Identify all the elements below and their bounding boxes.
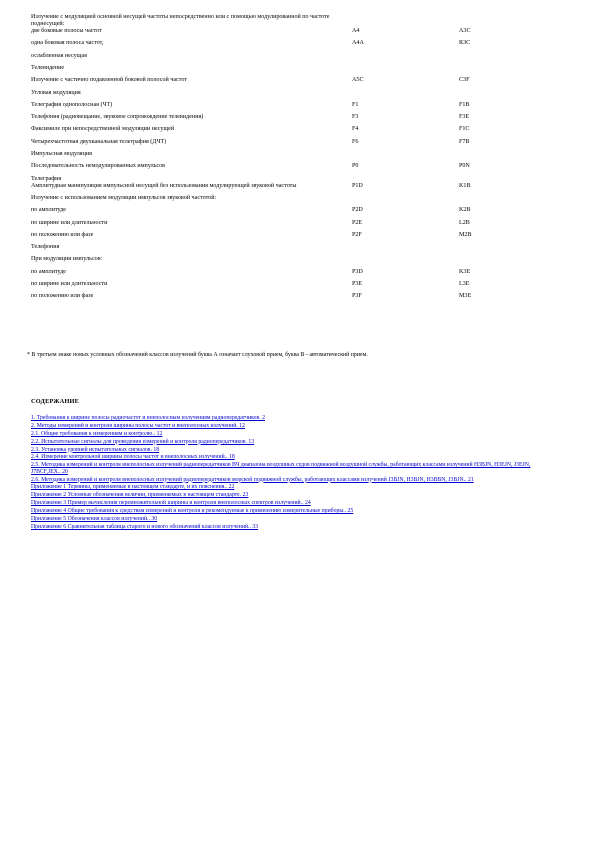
- row-description: ослабленная несущая: [31, 52, 87, 59]
- new-class-code: K3E: [459, 268, 471, 275]
- new-class-code: K2B: [459, 207, 471, 214]
- new-class-code: M2B: [459, 231, 472, 238]
- table-row: [31, 227, 551, 239]
- row-description: Факсимиле при непосредственной модуляции несущей: [31, 126, 175, 133]
- row-description: по амплитуде: [31, 207, 67, 214]
- old-class-code: [352, 190, 459, 202]
- table-row: [31, 134, 551, 146]
- table-row: [31, 190, 551, 202]
- row-description: Телефония: [31, 244, 60, 251]
- toc-link[interactable]: 2.3. Установка уровней испытательных сигналов. 18: [31, 446, 160, 453]
- table-row: [31, 109, 551, 121]
- old-class-code: F6: [352, 138, 359, 145]
- table-row: [31, 263, 551, 275]
- new-class-code: [459, 60, 551, 72]
- table-row: [31, 48, 551, 60]
- toc-link[interactable]: 2. Методы измерений и контроля ширины полосы частот и внеполосных излучений. 12: [31, 422, 245, 429]
- toc-link[interactable]: 2.5. Методика измерений и контроля внеполосных излучений радиопередатчиков ВЧ диапазона воздушных судов подвижной воздушной службы, работающих классами излучений H3BJN, H3EJN, J3EJN, J7BCF,JEX.. 20: [31, 462, 531, 475]
- row-description: по ширине или длительности: [31, 219, 108, 226]
- table-row: [31, 251, 551, 263]
- toc-link[interactable]: Приложение 3 Пример вычисления перемножительной ширины и контроля внеполосных спектров излучений.. 24: [31, 500, 311, 507]
- row-description: Излучение с использованием модуляции импульсов звуковой частотой:: [31, 194, 217, 201]
- old-class-code: P2D: [352, 207, 363, 214]
- row-description: Телеграфия: [31, 175, 62, 182]
- table-row: [31, 14, 551, 28]
- toc-link[interactable]: 2.4. Измерение контрольной ширины полосы частот и внеполосных излучений.. 18: [31, 454, 235, 461]
- table-row: [31, 35, 551, 47]
- row-description: по ширине или длительности: [31, 280, 108, 287]
- old-class-code: P3D: [352, 268, 363, 275]
- table-row: [31, 60, 551, 72]
- table-of-contents: [31, 415, 551, 532]
- row-description: Излучение с модуляцией основной несущей частоты непосредственно или с помощью модулированной по частоте поднесущей:: [31, 14, 330, 28]
- table-row: [31, 239, 551, 251]
- table-row: [31, 202, 551, 214]
- table-row: [31, 84, 551, 96]
- old-class-code: A4A: [352, 40, 364, 47]
- new-class-code: [459, 146, 551, 158]
- row-description: две боковые полосы частот: [31, 28, 102, 35]
- row-description: Угловая модуляция: [31, 89, 81, 96]
- new-class-code: [459, 239, 551, 251]
- new-class-code: L3E: [459, 280, 470, 287]
- new-class-code: L2B: [459, 219, 470, 226]
- table-row: [31, 214, 551, 226]
- new-class-code: R3C: [459, 40, 471, 47]
- row-description: Телефония (радиовещание, звуковое сопровождение телевидения): [31, 114, 204, 121]
- old-class-code: [352, 146, 459, 158]
- row-description: Телеграфия однополосная (ЧТ): [31, 101, 113, 108]
- old-class-code: P2F: [352, 231, 362, 238]
- table-row: [31, 72, 551, 84]
- toc-title: СОДЕРЖАНИЕ: [31, 398, 80, 405]
- new-class-code: [459, 251, 551, 263]
- new-class-code: [459, 84, 551, 96]
- old-class-code: F3: [352, 114, 359, 121]
- toc-link[interactable]: 2.6. Методика измерений и контроля внеполосных излучений радиопередатчиков морской подвижной службы, работающих классами излучений J3BJN, H3BJN, H3BBN, J3BJN.. 21: [31, 476, 474, 483]
- table-row: [31, 170, 551, 182]
- new-class-code: K1B: [459, 182, 471, 189]
- row-description: Последовательность немодулированных импульсов: [31, 163, 166, 170]
- new-class-code: M3E: [459, 293, 472, 300]
- row-description: по амплитуде: [31, 268, 67, 275]
- toc-link[interactable]: Приложение 5 Обозначения классов излучений.. 30: [31, 515, 158, 522]
- row-description: по положению или фазе: [31, 231, 94, 238]
- old-class-code: P2E: [352, 219, 363, 226]
- old-class-code: [352, 60, 459, 72]
- row-description: Импульсная модуляция: [31, 151, 92, 157]
- new-class-code: [459, 48, 551, 60]
- old-class-code: F4: [352, 126, 359, 133]
- row-description: по положению или фазе: [31, 293, 94, 300]
- old-class-code: [352, 239, 459, 251]
- row-description: одна боковая полоса частот,: [31, 40, 104, 47]
- table-row: [31, 276, 551, 288]
- new-class-code: [459, 170, 551, 182]
- table-row: [31, 183, 551, 190]
- old-class-code: A5C: [352, 77, 364, 84]
- old-class-code: P0: [352, 163, 359, 170]
- toc-link[interactable]: Приложение 4 Общие требования к средствам измерений и контроля и рекомендуемые к применению измерительные приборы.. 25: [31, 508, 354, 515]
- old-class-code: F1: [352, 101, 359, 108]
- old-class-code: [352, 48, 459, 60]
- row-description: Телевидение: [31, 65, 65, 72]
- new-class-code: [459, 190, 551, 202]
- new-class-code: F1C: [459, 126, 470, 133]
- toc-link[interactable]: 1. Требования к ширине полосы радиочастот и внеполосным излучениям радиопередатчиков. 2: [31, 415, 265, 421]
- new-class-code: [459, 14, 551, 28]
- row-description: Излучение с частично подавленной боковой полосой частот: [31, 77, 187, 84]
- emission-class-table: [31, 14, 551, 300]
- row-description: При модуляции импульсов:: [31, 256, 103, 263]
- row-description: Амплитудная манипуляция импульсной несущей без использования модулирующей звуковой частоты: [31, 182, 297, 189]
- table-row: [31, 121, 551, 133]
- new-class-code: C3F: [459, 77, 470, 84]
- table-row: [31, 28, 551, 35]
- table-row: [31, 97, 551, 109]
- old-class-code: A4: [352, 28, 360, 35]
- toc-link[interactable]: Приложение 6 Сравнительная таблица старого и нового обозначений классов излучений.. 33: [31, 523, 259, 530]
- new-class-code: P0N: [459, 163, 470, 170]
- old-class-code: [352, 84, 459, 96]
- toc-link[interactable]: Приложение 2 Условные обозначения величин, применяемых в настоящем стандарте. 23: [31, 492, 249, 499]
- old-class-code: [352, 170, 459, 182]
- footnote: * В третьем знаке новых условных обозначений классов излучений буква А означает слуховой прием, буква В - автоматический прием.: [27, 352, 368, 358]
- new-class-code: F7B: [459, 138, 470, 145]
- old-class-code: [352, 14, 459, 28]
- old-class-code: P1D: [352, 182, 363, 189]
- toc-link[interactable]: 2.2. Испытательные сигналы для проведения измерений и контроля радиопередатчиков. 13: [31, 438, 255, 445]
- new-class-code: F3E: [459, 114, 470, 121]
- table-row: [31, 158, 551, 170]
- old-class-code: P3E: [352, 280, 363, 287]
- table-row: [31, 288, 551, 300]
- row-description: Четырехчастотная двухканальная телеграфия (ДЧТ): [31, 138, 167, 145]
- new-class-code: F1B: [459, 101, 470, 108]
- new-class-code: A3C: [459, 28, 471, 35]
- toc-link[interactable]: 2.1. Общие требования к измерениям и контролю.. 12: [31, 430, 163, 437]
- table-row: [31, 146, 551, 158]
- toc-link[interactable]: Приложение 1 Термины, применяемые в настоящем стандарте, и их пояснения.. 22: [31, 484, 235, 491]
- old-class-code: [352, 251, 459, 263]
- old-class-code: P3F: [352, 293, 362, 300]
